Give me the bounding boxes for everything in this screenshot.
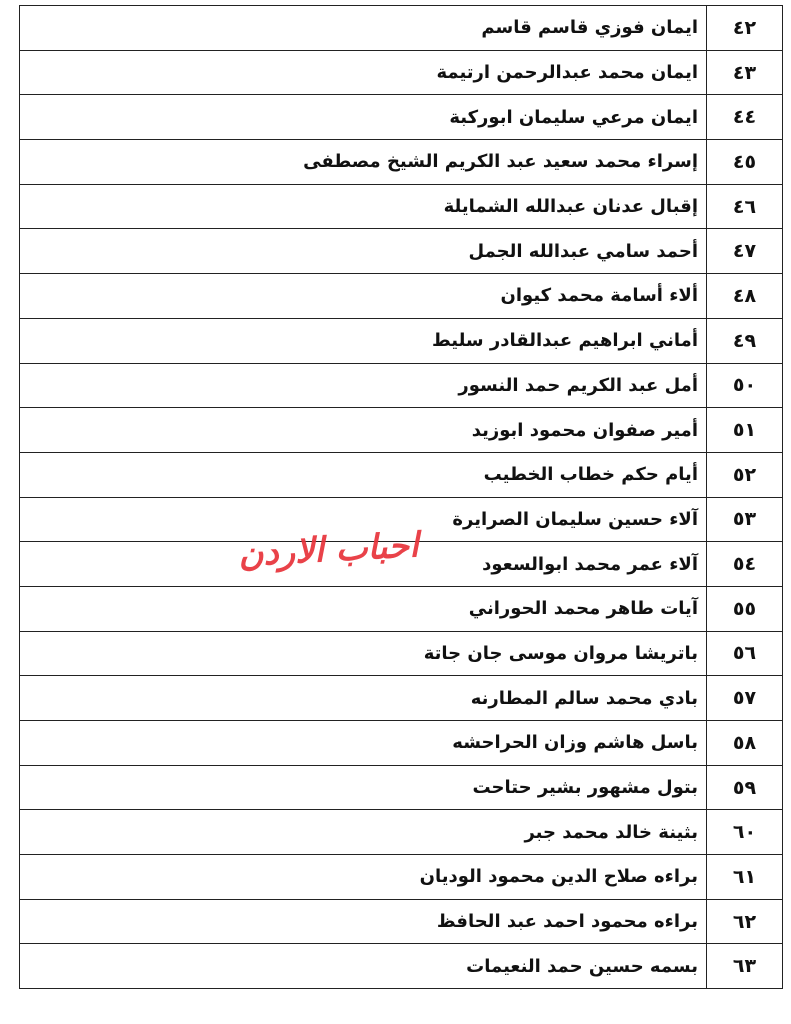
table-row bbox=[20, 229, 783, 274]
table-row bbox=[20, 721, 783, 766]
row-name: آلاء عمر محمد ابوالسعود bbox=[20, 542, 707, 587]
table-row bbox=[20, 408, 783, 453]
row-name: ايمان فوزي قاسم قاسم bbox=[20, 6, 707, 51]
row-number: ٥١ bbox=[707, 408, 783, 453]
row-name: ايمان محمد عبدالرحمن ارتيمة bbox=[20, 50, 707, 95]
table-row bbox=[20, 899, 783, 944]
table-row bbox=[20, 274, 783, 319]
row-name: ألاء أسامة محمد كيوان bbox=[20, 274, 707, 319]
table-row bbox=[20, 184, 783, 229]
row-name: بثينة خالد محمد جبر bbox=[20, 810, 707, 855]
table-row bbox=[20, 95, 783, 140]
row-name: براءه محمود احمد عبد الحافظ bbox=[20, 899, 707, 944]
row-name: آيات طاهر محمد الحوراني bbox=[20, 586, 707, 631]
row-name: إقبال عدنان عبدالله الشمايلة bbox=[20, 184, 707, 229]
table-row bbox=[20, 765, 783, 810]
row-number: ٤٤ bbox=[707, 95, 783, 140]
row-name: بادي محمد سالم المطارنه bbox=[20, 676, 707, 721]
row-number: ٤٨ bbox=[707, 274, 783, 319]
row-name: باسل هاشم وزان الحراحشه bbox=[20, 721, 707, 766]
row-number: ٦٣ bbox=[707, 944, 783, 989]
row-number: ٦٢ bbox=[707, 899, 783, 944]
table-row bbox=[20, 318, 783, 363]
row-number: ٤٩ bbox=[707, 318, 783, 363]
names-table bbox=[19, 5, 783, 989]
names-sheet bbox=[19, 5, 783, 988]
row-number: ٤٦ bbox=[707, 184, 783, 229]
row-name: بسمه حسين حمد النعيمات bbox=[20, 944, 707, 989]
table-row bbox=[20, 497, 783, 542]
row-number: ٥٩ bbox=[707, 765, 783, 810]
row-name: أمل عبد الكريم حمد النسور bbox=[20, 363, 707, 408]
row-name: باتريشا مروان موسى جان جاتة bbox=[20, 631, 707, 676]
table-row bbox=[20, 586, 783, 631]
row-name: آلاء حسين سليمان الصرايرة bbox=[20, 497, 707, 542]
table-row bbox=[20, 452, 783, 497]
row-number: ٥٠ bbox=[707, 363, 783, 408]
row-name: بتول مشهور بشير حتاحت bbox=[20, 765, 707, 810]
table-row bbox=[20, 810, 783, 855]
row-number: ٥٢ bbox=[707, 452, 783, 497]
row-number: ٥٥ bbox=[707, 586, 783, 631]
names-table-body bbox=[20, 6, 783, 989]
row-name: أيام حكم خطاب الخطيب bbox=[20, 452, 707, 497]
table-row bbox=[20, 676, 783, 721]
watermark-text: احباب الاردن bbox=[237, 525, 420, 575]
table-row bbox=[20, 944, 783, 989]
row-number: ٥٦ bbox=[707, 631, 783, 676]
row-number: ٦٠ bbox=[707, 810, 783, 855]
row-number: ٥٣ bbox=[707, 497, 783, 542]
row-name: ايمان مرعي سليمان ابوركبة bbox=[20, 95, 707, 140]
row-number: ٤٣ bbox=[707, 50, 783, 95]
row-name: أماني ابراهيم عبدالقادر سليط bbox=[20, 318, 707, 363]
table-row bbox=[20, 140, 783, 185]
table-row bbox=[20, 363, 783, 408]
row-name: أحمد سامي عبدالله الجمل bbox=[20, 229, 707, 274]
row-number: ٥٧ bbox=[707, 676, 783, 721]
row-number: ٤٢ bbox=[707, 6, 783, 51]
row-name: براءه صلاح الدين محمود الوديان bbox=[20, 855, 707, 900]
table-row bbox=[20, 855, 783, 900]
row-number: ٥٨ bbox=[707, 721, 783, 766]
row-number: ٦١ bbox=[707, 855, 783, 900]
row-number: ٤٥ bbox=[707, 140, 783, 185]
row-number: ٤٧ bbox=[707, 229, 783, 274]
table-row bbox=[20, 631, 783, 676]
table-row bbox=[20, 542, 783, 587]
table-row bbox=[20, 6, 783, 51]
row-number: ٥٤ bbox=[707, 542, 783, 587]
row-name: إسراء محمد سعيد عبد الكريم الشيخ مصطفى bbox=[20, 140, 707, 185]
row-name: أمير صفوان محمود ابوزيد bbox=[20, 408, 707, 453]
table-row bbox=[20, 50, 783, 95]
